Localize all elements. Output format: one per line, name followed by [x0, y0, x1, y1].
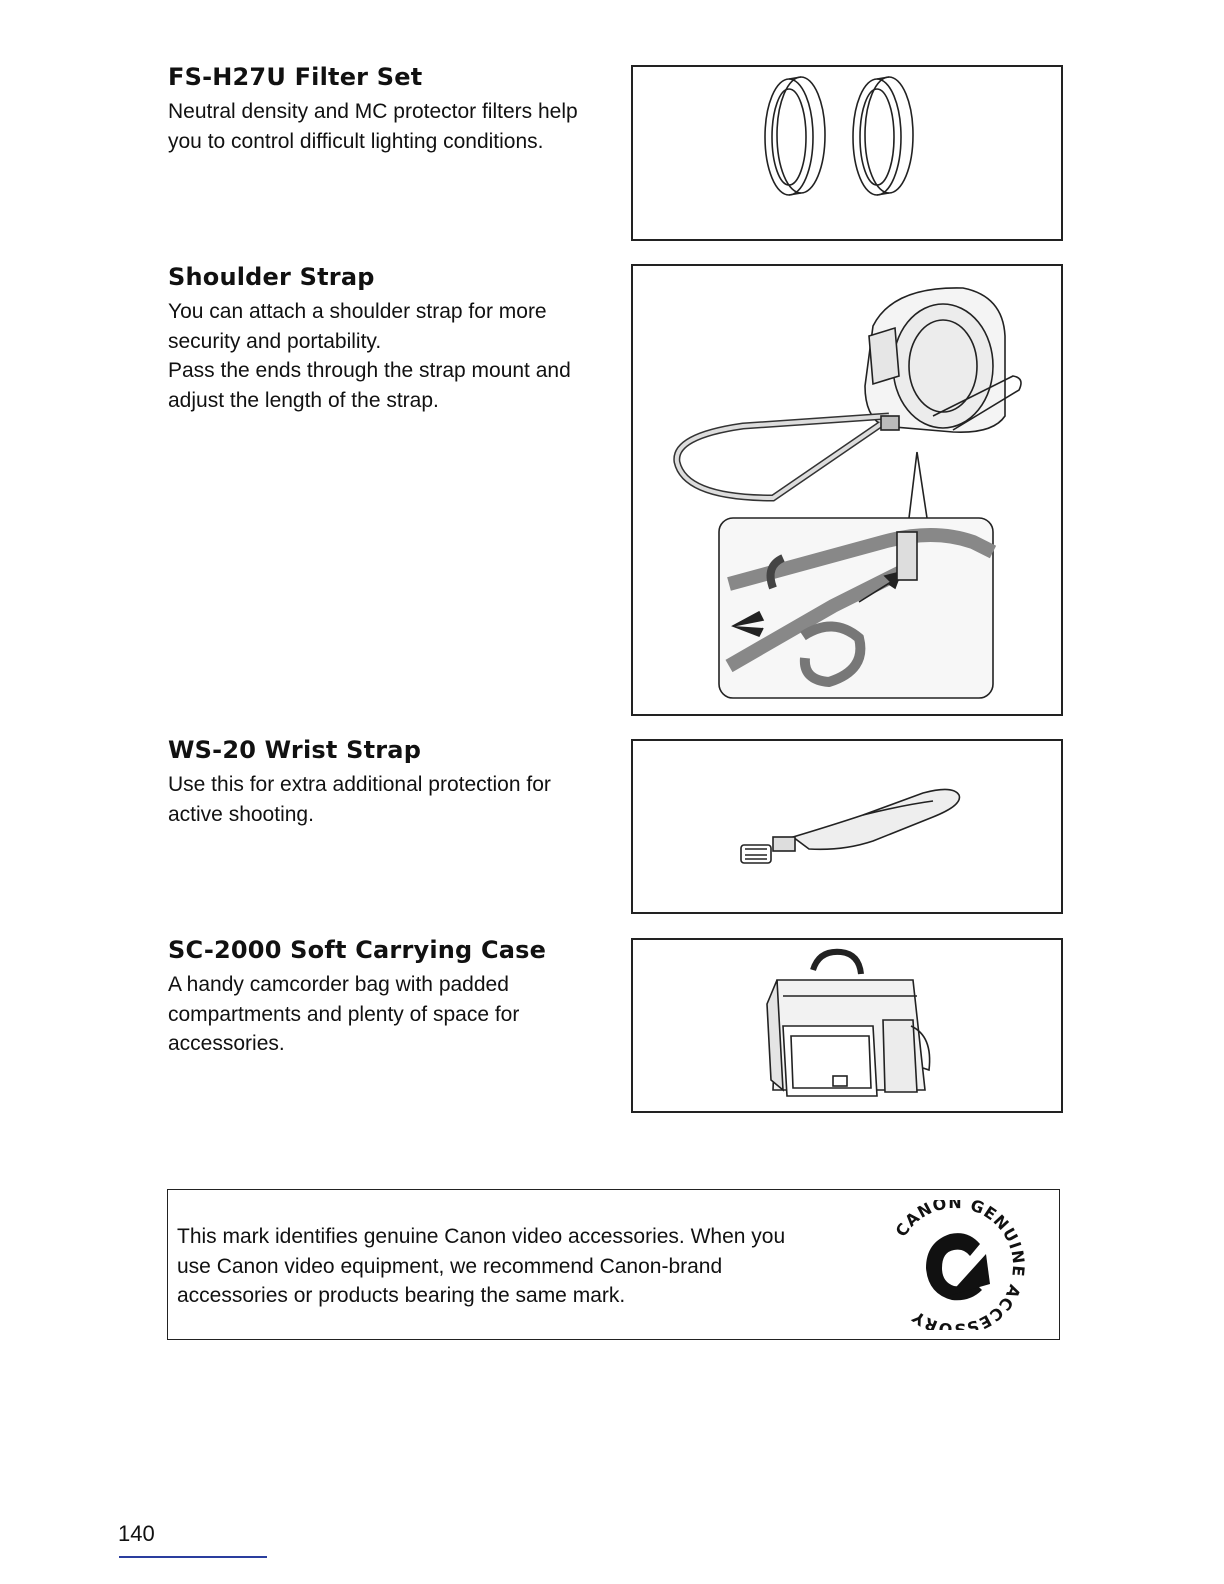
carrying-case-illustration [631, 938, 1063, 1113]
filter-set-line-1: Neutral density and MC protector filters help [168, 100, 578, 123]
shoulder-strap-line-4: adjust the length of the strap. [168, 388, 439, 412]
carrying-case-line-1: A handy camcorder bag with padded [168, 973, 509, 996]
wrist-strap-section [168, 736, 618, 829]
camcorder-strap-icon [633, 266, 1061, 714]
wrist-strap-illustration [631, 739, 1063, 914]
filter-set-section [168, 63, 618, 156]
carrying-case-section [168, 936, 618, 1059]
notice-line-1: This mark identifies genuine Canon video accessories. When you [177, 1225, 786, 1248]
carrying-case-description [168, 970, 618, 1059]
shoulder-strap-illustration [631, 264, 1063, 716]
carrying-case-line-3: accessories. [168, 1032, 285, 1055]
notice-line-3: accessories or products bearing the same mark. [177, 1284, 626, 1307]
genuine-accessory-notice [167, 1189, 1060, 1340]
carrying-case-line-2: compartments and plenty of space for [168, 1002, 520, 1026]
filter-set-line-2: you to control difficult lighting conditions. [168, 129, 544, 153]
footer-rule [119, 1556, 267, 1558]
wrist-strap-line-2: active shooting. [168, 802, 314, 826]
shoulder-strap-title: Shoulder Strap [168, 263, 375, 291]
wrist-strap-title: WS-20 Wrist Strap [168, 736, 422, 764]
page-number: 140 [118, 1521, 155, 1546]
shoulder-strap-line-1: You can attach a shoulder strap for more [168, 300, 547, 323]
shoulder-strap-line-3: Pass the ends through the strap mount and [168, 359, 571, 382]
notice-line-2: use Canon video equipment, we recommend Canon-brand [177, 1254, 723, 1278]
carrying-case-title: SC-2000 Soft Carrying Case [168, 936, 547, 964]
filter-set-illustration [631, 65, 1063, 241]
shoulder-strap-section [168, 263, 618, 415]
logo-ring-text: CANON GENUINE ACCESSORY [891, 1200, 1029, 1330]
svg-text:CANON GENUINE ACCESSORY [892, 1200, 1029, 1330]
wrist-strap-description [168, 770, 618, 829]
filter-set-description [168, 97, 618, 156]
wrist-strap-line-1: Use this for extra additional protection for [168, 773, 551, 796]
wrist-strap-icon [633, 741, 1061, 912]
canon-genuine-accessory-logo [880, 1200, 1030, 1330]
shoulder-strap-line-2: security and portability. [168, 329, 382, 353]
canon-genuine-mark-icon [880, 1200, 1030, 1330]
shoulder-strap-description [168, 297, 618, 415]
filter-rings-icon [633, 67, 1061, 239]
camera-bag-icon [633, 940, 1061, 1111]
filter-set-title: FS-H27U Filter Set [168, 63, 423, 91]
notice-text [177, 1222, 857, 1311]
